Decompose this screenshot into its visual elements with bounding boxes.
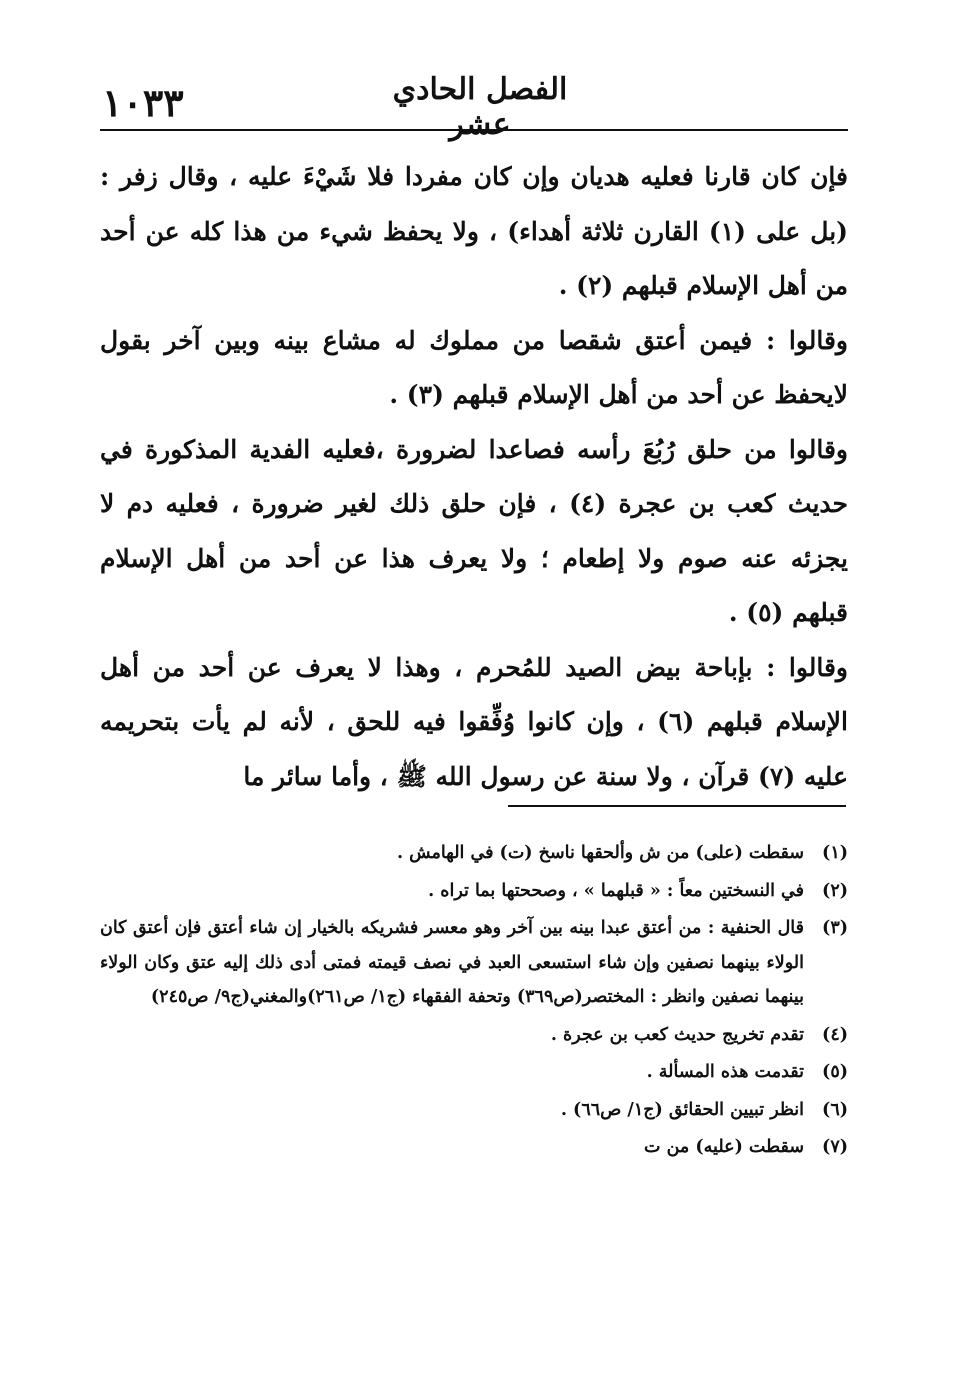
footnote-text: قال الحنفية : من أعتق عبدا بينه بين آخر وهو معسر فشريكه بالخيار إن شاء أعتق فإن أعتق كان الولاء بينهما نصفين وإن شاء استسعى العبد في نصف قيمته فمتى أدى ذلك إليه عتق وكان الولاء بينهما نصفين وانظر : المختصر(ص٣٦٩) وتحفة الفقهاء (ج١/ ص٢٦١)والمغني(ج٩/ ص٢٤٥) [100, 918, 804, 1007]
footnote-4 [100, 1018, 848, 1053]
footnote-number: (٤) [822, 1024, 848, 1045]
footnote-text: سقطت (على) من ش وألحقها ناسخ (ت) في الهامش . [396, 843, 804, 863]
footnote-7 [100, 1130, 848, 1165]
paragraph: وقالوا : بإباحة بيض الصيد للمُحرم ، وهذا لا يعرف عن أحد من أهل الإسلام قبلهم (٦) ، وإن كانوا وُفِّقوا فيه للحق ، لأنه لم يأت بتحريمه عليه (٧) قرآن ، ولا سنة عن رسول الله ﷺ ، وأما سائر ما [100, 652, 848, 791]
footnote-5 [100, 1055, 848, 1090]
footnote-6 [100, 1093, 848, 1128]
footnote-text: سقطت (عليه) من ت [644, 1137, 804, 1157]
footnote-2 [100, 874, 848, 909]
header-rule [100, 129, 848, 131]
footnotes [100, 836, 848, 1168]
paragraph: وقالوا من حلق رُبُعَ رأسه فصاعدا لضرورة ،فعليه الفدية المذكورة في حديث كعب بن عجرة (٤) ، فإن حلق ذلك لغير ضرورة ، فعليه دم لا يجزئه عنه صوم ولا إطعام ؛ ولا يعرف هذا عن أحد من أهل الإسلام قبلهم (٥) . [100, 434, 848, 627]
footnote-number: (٦) [822, 1099, 848, 1120]
body-text [100, 150, 848, 804]
footnote-number: (١) [822, 843, 848, 863]
footnote-text: تقدم تخريج حديث كعب بن عجرة . [550, 1024, 804, 1045]
footnote-text: انظر تبيين الحقائق (ج١/ ص٦٦) . [560, 1099, 804, 1120]
paragraph: وقالوا : فيمن أعتق شقصا من مملوك له مشاع بينه وبين آخر بقول لايحفظ عن أحد من أهل الإسلام قبلهم (٣) . [100, 325, 848, 409]
paragraph: فإن كان قارنا فعليه هديان وإن كان مفردا فلا شَيْءَ عليه ، وقال زفر : (بل على (١) القارن ثلاثة أهداء) ، ولا يحفظ شيء من هذا كله عن أحد من أهل الإسلام قبلهم (٢) . [100, 162, 848, 300]
footnote-text: في النسختين معاً : « قبلهما » ، وصححتها بما تراه . [428, 880, 804, 901]
page-number: ١٠٣٣ [102, 80, 184, 125]
footnote-rule [508, 805, 846, 807]
footnote-number: (٥) [822, 1062, 848, 1082]
footnote-3 [100, 911, 848, 1015]
running-head: الفصل الحادي عشر [392, 72, 568, 142]
footnote-text: تقدمت هذه المسألة . [646, 1062, 804, 1082]
footnote-number: (٢) [822, 880, 848, 901]
footnote-number: (٧) [822, 1137, 848, 1157]
footnote-number: (٣) [822, 918, 848, 938]
footnote-1 [100, 836, 848, 871]
